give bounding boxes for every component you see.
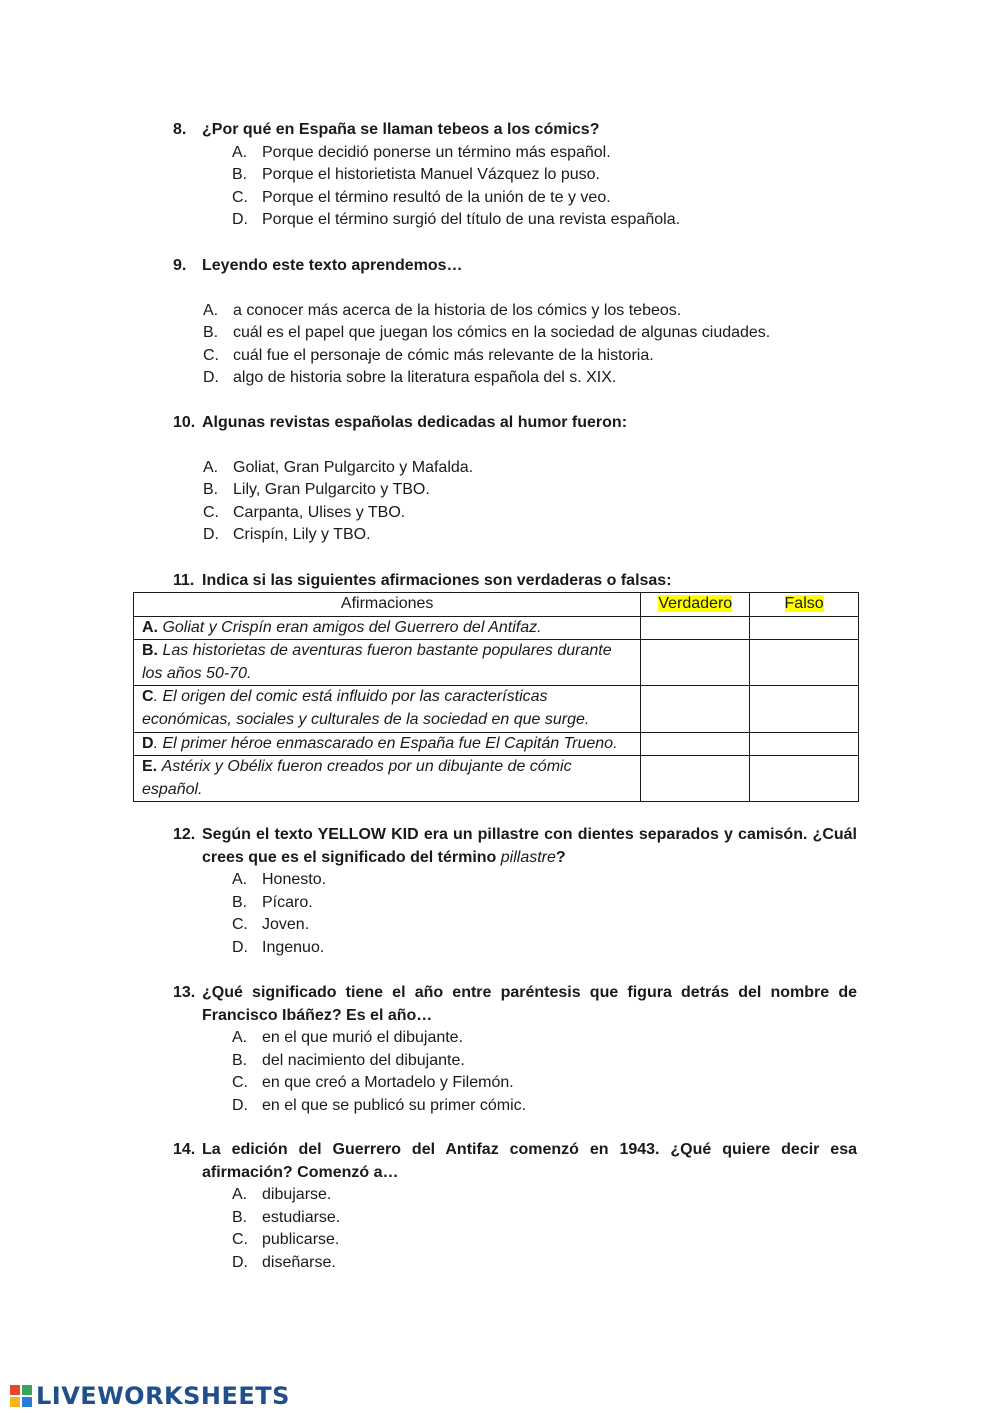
header-affirmations: Afirmaciones	[134, 593, 641, 617]
logo-square	[10, 1397, 20, 1407]
question-8	[173, 119, 857, 232]
false-cell-a[interactable]	[750, 616, 859, 640]
question-14-options	[232, 1184, 857, 1274]
table-header-row	[134, 593, 859, 617]
false-cell-b[interactable]	[750, 640, 859, 686]
question-number: 11.	[173, 572, 195, 589]
option-a[interactable]: A. dibujarse.	[232, 1186, 332, 1204]
question-number: 10.	[173, 414, 196, 431]
option-b[interactable]: B. Porque el historietista Manuel Vázquez lo puso.	[232, 166, 600, 184]
true-cell-a[interactable]	[641, 616, 750, 640]
option-a[interactable]: A. en el que murió el dibujante.	[232, 1029, 464, 1047]
option-c[interactable]: C. Carpanta, Ulises y TBO.	[203, 503, 406, 521]
question-12-options	[232, 869, 857, 959]
question-text: La edición del Guerrero del Antifaz comenzó en 1943. ¿Qué quiere decir esa afirmación? Comenzó a…	[202, 1141, 857, 1181]
false-cell-d[interactable]	[750, 732, 859, 756]
question-10-options	[203, 457, 857, 547]
option-a[interactable]: A. Porque decidió ponerse un término más español.	[232, 143, 611, 161]
question-14	[173, 1139, 857, 1275]
option-d[interactable]: D. algo de historia sobre la literatura española del s. XIX.	[203, 369, 617, 387]
option-b[interactable]: B. del nacimiento del dibujante.	[232, 1051, 465, 1069]
header-true: Verdadero	[641, 593, 750, 617]
statement-e: E. Astérix y Obélix fueron creados por un dibujante de cómic español.	[134, 756, 641, 802]
option-c[interactable]: C. Porque el término resultó de la unión de te y veo.	[232, 188, 611, 206]
option-d[interactable]: D. diseñarse.	[232, 1253, 336, 1271]
question-10	[173, 412, 857, 547]
question-9-heading	[173, 255, 857, 278]
table-row	[134, 640, 859, 686]
option-b[interactable]: B. cuál es el papel que juegan los cómics en la sociedad de algunas ciudades.	[203, 324, 771, 342]
option-a[interactable]: A. Honesto.	[232, 871, 327, 889]
table-row	[134, 686, 859, 732]
true-false-table	[133, 592, 859, 802]
question-text: Indica si las siguientes afirmaciones son verdaderas o falsas:	[202, 572, 672, 589]
question-13-heading	[173, 982, 857, 1027]
option-c[interactable]: C. Joven.	[232, 916, 310, 934]
table-row	[134, 732, 859, 756]
question-13-options	[232, 1027, 857, 1117]
option-d[interactable]: D. Crispín, Lily y TBO.	[203, 526, 371, 544]
option-a[interactable]: A. Goliat, Gran Pulgarcito y Mafalda.	[203, 458, 474, 476]
question-11-heading	[173, 570, 857, 593]
false-cell-c[interactable]	[750, 686, 859, 732]
question-text: ¿Qué significado tiene el año entre paréntesis que figura detrás del nombre de Francisco Ibáñez? Es el año…	[202, 984, 857, 1024]
option-c[interactable]: C. cuál fue el personaje de cómic más relevante de la historia.	[203, 346, 654, 364]
question-8-options	[232, 142, 857, 232]
option-c[interactable]: C. en que creó a Mortadelo y Filemón.	[232, 1074, 514, 1092]
option-a[interactable]: A. a conocer más acerca de la historia de los cómics y los tebeos.	[203, 301, 682, 319]
question-12-heading	[173, 824, 857, 869]
question-13	[173, 982, 857, 1118]
table-row	[134, 756, 859, 802]
question-number: 12.	[173, 826, 196, 843]
logo-square	[22, 1397, 32, 1407]
question-12	[173, 824, 857, 960]
header-false: Falso	[750, 593, 859, 617]
option-d[interactable]: D. Porque el término surgió del título de una revista española.	[232, 211, 681, 229]
question-number: 13.	[173, 984, 196, 1001]
question-10-heading	[173, 412, 857, 435]
false-cell-e[interactable]	[750, 756, 859, 802]
statement-c: C. El origen del comic está influido por las características económicas, sociales y culturales de la sociedad en que surge.	[134, 686, 641, 732]
logo-square	[10, 1385, 20, 1395]
option-d[interactable]: D. en el que se publicó su primer cómic.	[232, 1096, 527, 1114]
logo-square	[22, 1385, 32, 1395]
true-cell-e[interactable]	[641, 756, 750, 802]
question-9	[173, 255, 857, 390]
liveworksheets-logo[interactable]	[10, 1380, 290, 1412]
table-row	[134, 616, 859, 640]
question-number: 9.	[173, 257, 187, 274]
statement-d: D. El primer héroe enmascarado en España fue El Capitán Trueno.	[134, 732, 641, 756]
question-8-heading	[173, 119, 857, 142]
option-b[interactable]: B. Pícaro.	[232, 893, 313, 911]
true-cell-d[interactable]	[641, 732, 750, 756]
question-text: Algunas revistas españolas dedicadas al humor fueron:	[202, 414, 628, 431]
question-text: Leyendo este texto aprendemos…	[202, 257, 463, 274]
question-text: Según el texto YELLOW KID era un pillastre con dientes separados y camisón. ¿Cuál crees que es el significado del término pillastre?	[202, 826, 857, 866]
option-c[interactable]: C. publicarse.	[232, 1231, 340, 1249]
question-text: ¿Por qué en España se llaman tebeos a los cómics?	[202, 121, 600, 138]
question-9-options	[203, 300, 857, 390]
option-b[interactable]: B. Lily, Gran Pulgarcito y TBO.	[203, 481, 430, 499]
statement-b: B. Las historietas de aventuras fueron bastante populares durante los años 50-70.	[134, 640, 641, 686]
logo-text: LIVEWORKSHEETS	[36, 1381, 290, 1410]
question-14-heading	[173, 1139, 857, 1184]
option-b[interactable]: B. estudiarse.	[232, 1208, 341, 1226]
statement-a: A. Goliat y Crispín eran amigos del Guerrero del Antifaz.	[134, 616, 641, 640]
true-cell-b[interactable]	[641, 640, 750, 686]
logo-mark-icon	[10, 1385, 32, 1407]
question-11	[173, 570, 857, 593]
true-cell-c[interactable]	[641, 686, 750, 732]
option-d[interactable]: D. Ingenuo.	[232, 938, 325, 956]
question-number: 14.	[173, 1141, 196, 1158]
question-number: 8.	[173, 121, 187, 138]
